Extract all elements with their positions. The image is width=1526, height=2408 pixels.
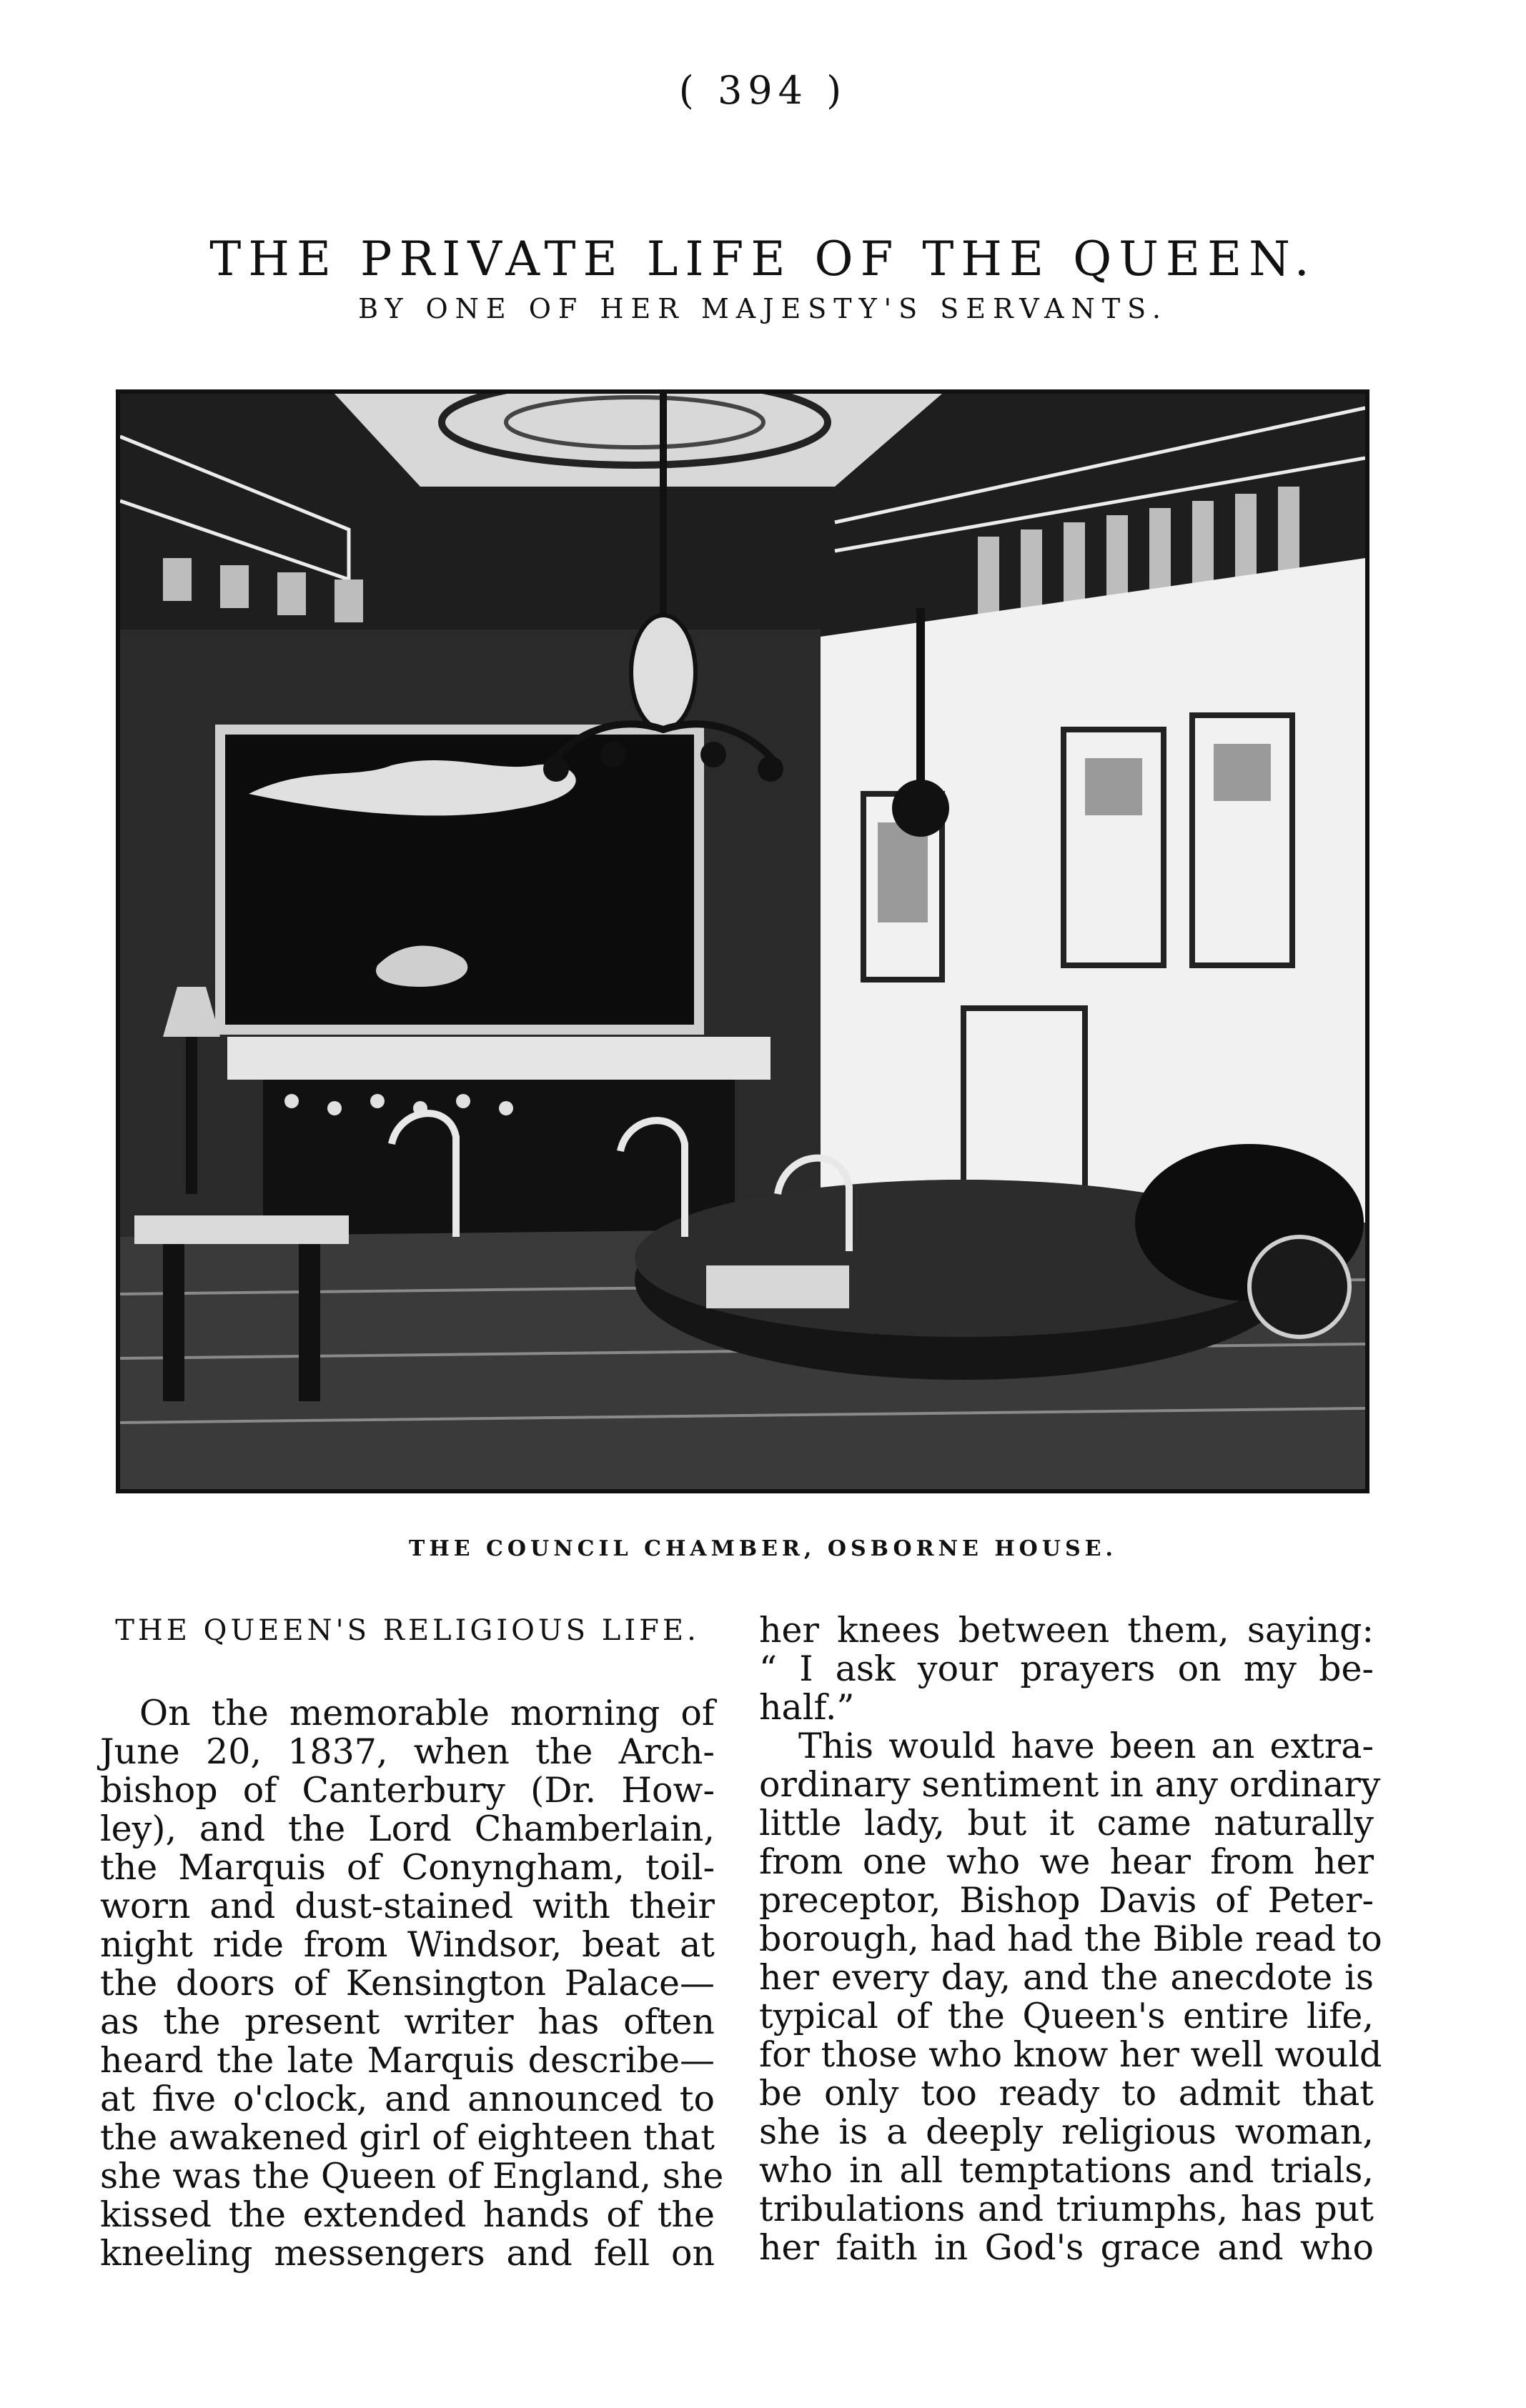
- text-line: at five o'clock, and announced to: [100, 2079, 715, 2119]
- text-line: be only too ready to admit that: [759, 2073, 1374, 2114]
- text-line: borough, had had the Bible read to: [759, 1919, 1382, 1959]
- text-line: tribulations and triumphs, has put: [759, 2189, 1374, 2229]
- section-heading: THE QUEEN'S RELIGIOUS LIFE.: [115, 1614, 700, 1647]
- text-line: half.”: [759, 1687, 855, 1728]
- text-line: kissed the extended hands of the: [100, 2194, 715, 2235]
- text-line: On the memorable morning of: [139, 1693, 715, 1733]
- text-line: ordinary sentiment in any ordinary: [759, 1764, 1381, 1805]
- illustration-caption: THE COUNCIL CHAMBER, OSBORNE HOUSE.: [409, 1536, 1117, 1561]
- text-line: she was the Queen of England, she: [100, 2156, 724, 2196]
- text-line: preceptor, Bishop Davis of Peter-: [759, 1880, 1374, 1921]
- text-line: from one who we hear from her: [759, 1841, 1374, 1882]
- page-number: ( 394 ): [678, 68, 848, 113]
- right-column: [759, 1610, 1382, 2268]
- text-line: night ride from Windsor, beat at: [100, 1924, 715, 1965]
- byline: BY ONE OF HER MAJESTY'S SERVANTS.: [358, 293, 1168, 324]
- text-line: who in all temptations and trials,: [759, 2150, 1374, 2191]
- text-line: her faith in God's grace and who: [759, 2227, 1374, 2268]
- text-line: This would have been an extra-: [798, 1726, 1374, 1766]
- text-line: she is a deeply religious woman,: [759, 2111, 1374, 2152]
- text-line: the awakened girl of eighteen that: [100, 2117, 715, 2158]
- text-line: her every day, and the anecdote is: [759, 1957, 1374, 1998]
- text-line: worn and dust-stained with their: [100, 1886, 715, 1926]
- text-line: kneeling messengers and fell on: [100, 2233, 715, 2274]
- text-line: the doors of Kensington Palace—: [100, 1963, 715, 2004]
- text-line: little lady, but it came naturally: [759, 1803, 1374, 1844]
- text-line: as the present writer has often: [100, 2001, 715, 2042]
- text-line: bishop of Canterbury (Dr. How-: [100, 1770, 715, 1811]
- council-chamber-illustration: [116, 389, 1369, 1493]
- text-line: typical of the Queen's entire life,: [759, 1996, 1374, 2036]
- text-line: for those who know her well would: [759, 2034, 1382, 2075]
- text-line: “ I ask your prayers on my be-: [759, 1648, 1374, 1689]
- text-line: heard the late Marquis describe—: [100, 2040, 715, 2081]
- article-title: THE PRIVATE LIFE OF THE QUEEN.: [209, 232, 1317, 287]
- text-line: ley), and the Lord Chamberlain,: [100, 1809, 715, 1849]
- text-line: the Marquis of Conyngham, toil-: [100, 1847, 715, 1888]
- left-column: [100, 1611, 724, 2274]
- text-line: her knees between them, saying:: [759, 1610, 1374, 1651]
- text-line: June 20, 1837, when the Arch-: [100, 1731, 715, 1772]
